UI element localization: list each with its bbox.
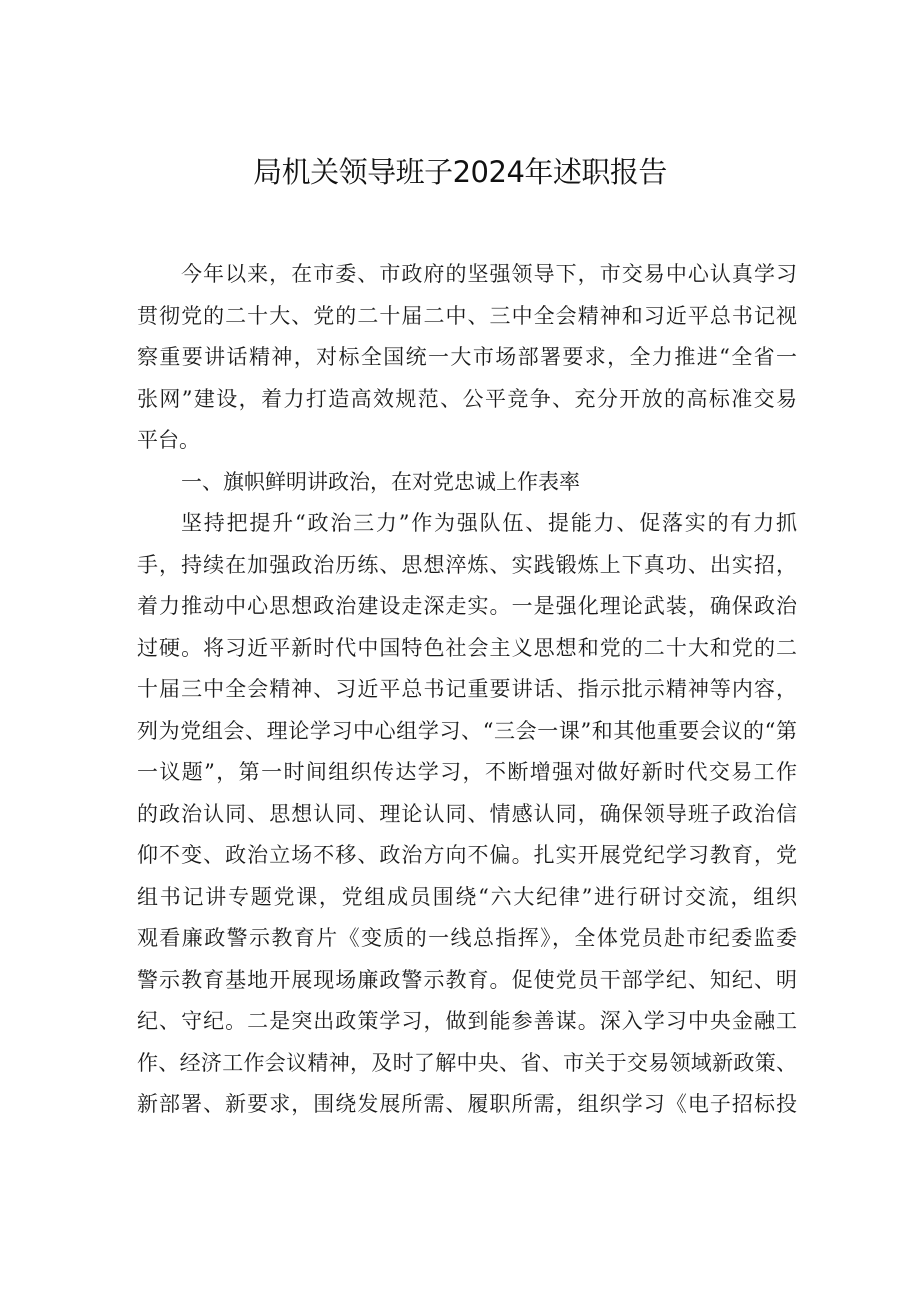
document-title: 局机关领导班子2024年述职报告 [253, 155, 667, 189]
body-line: 警示教育基地开展现场廉政警示教育。促使党员干部学纪、知纪、明 [137, 967, 797, 992]
body-line: 今年以来，在市委、市政府的坚强领导下，市交易中心认真学习 [181, 262, 797, 286]
body-line: 观看廉政警示教育片《变质的一线总指挥》，全体党员赴市纪委监委 [137, 926, 797, 950]
body-line: 组书记讲专题党课，党组成员围绕“六大纪律”进行研讨交流，组织 [137, 884, 797, 909]
document-body [137, 254, 797, 1126]
body-line: 的政治认同、思想认同、理论认同、情感认同，确保领导班子政治信 [137, 801, 797, 826]
body-line: 张网”建设，着力打造高效规范、公平竞争、充分开放的高标准交易 [137, 386, 797, 411]
body-line: 着力推动中心思想政治建设走深走实。一是强化理论武装，确保政治 [137, 594, 797, 618]
body-line: 新部署、新要求，围绕发展所需、履职所需，组织学习《电子招标投 [137, 1092, 797, 1116]
body-line: 仰不变、政治立场不移、政治方向不偏。扎实开展党纪学习教育，党 [137, 843, 797, 867]
body-line: 平台。 [137, 428, 200, 452]
body-line: 纪、守纪。二是突出政策学习，做到能参善谋。深入学习中央金融工 [137, 1009, 797, 1033]
body-line: 作、经济工作会议精神，及时了解中央、省、市关于交易领域新政策、 [137, 1050, 797, 1075]
body-line: 列为党组会、理论学习中心组学习、“三会一课”和其他重要会议的“第 [137, 718, 797, 743]
body-line: 过硬。将习近平新时代中国特色社会主义思想和党的二十大和党的二 [137, 635, 797, 660]
body-line: 察重要讲话精神，对标全国统一大市场部署要求，全力推进“全省一 [137, 345, 797, 369]
body-line: 手，持续在加强政治历练、思想淬炼、实践锻炼上下真功、出实招， [137, 552, 797, 577]
body-line: 十届三中全会精神、习近平总书记重要讲话、指示批示精神等内容， [137, 677, 797, 701]
body-line: 一、旗帜鲜明讲政治，在对党忠诚上作表率 [181, 469, 580, 494]
body-line: 贯彻党的二十大、党的二十届二中、三中全会精神和习近平总书记视 [137, 303, 797, 328]
body-line: 一议题”，第一时间组织传达学习，不断增强对做好新时代交易工作 [137, 760, 797, 784]
body-line: 坚持把提升“政治三力”作为强队伍、提能力、促落实的有力抓 [181, 511, 797, 535]
